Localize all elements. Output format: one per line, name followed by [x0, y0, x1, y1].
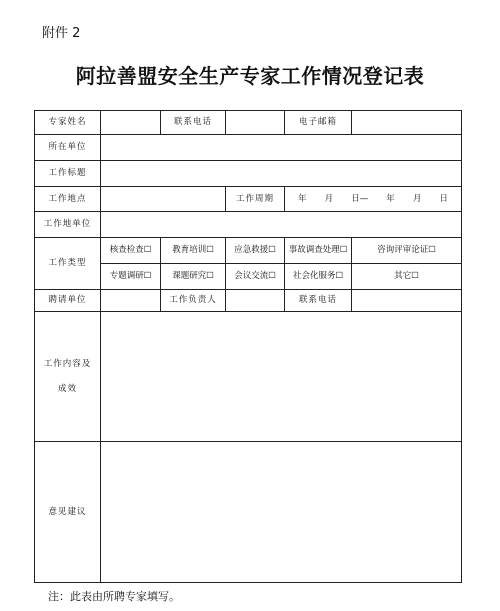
work-type-option[interactable]: 事故调查处理☐: [285, 238, 352, 264]
work-type-option[interactable]: 课题研究☐: [161, 264, 226, 290]
contact-phone-label: 联系电话: [161, 111, 226, 135]
work-content-label: [35, 312, 101, 442]
period-day-end: 日: [439, 193, 448, 204]
email-field[interactable]: [352, 111, 462, 135]
period-month-start: 月: [324, 193, 334, 204]
work-content-label-line1: 工作内容及: [43, 359, 92, 370]
row-hiring-unit: [35, 290, 462, 312]
attachment-label: 附件 2: [42, 26, 81, 41]
row-work-place: [35, 187, 462, 212]
work-title-label: 工作标题: [35, 161, 101, 187]
work-place-field[interactable]: [101, 187, 226, 212]
work-type-option[interactable]: 教育培训☐: [161, 238, 226, 264]
row-unit: [35, 135, 462, 161]
row-work-title: [35, 161, 462, 187]
work-site-unit-field[interactable]: [101, 212, 462, 238]
footer-note: 注：此表由所聘专家填写。: [48, 590, 180, 603]
work-type-option[interactable]: 核查检查☐: [101, 238, 161, 264]
work-site-unit-label: 工作地单位: [35, 212, 101, 238]
work-title-field[interactable]: [101, 161, 462, 187]
work-type-option[interactable]: 专题调研☐: [101, 264, 161, 290]
unit-label: 所在单位: [35, 135, 101, 161]
contact-phone2-label: 联系电话: [285, 290, 352, 312]
work-type-option[interactable]: 应急救援☐: [226, 238, 285, 264]
work-type-option[interactable]: 其它☐: [352, 264, 462, 290]
work-content-label-line2: 成效: [57, 383, 77, 394]
person-in-charge-label: 工作负责人: [161, 290, 226, 312]
period-year-start: 年: [298, 193, 307, 204]
row-suggestions: [35, 442, 462, 583]
work-place-label: 工作地点: [35, 187, 101, 212]
contact-phone-field[interactable]: [226, 111, 285, 135]
person-in-charge-field[interactable]: [226, 290, 285, 312]
hiring-unit-label: 聘请单位: [35, 290, 101, 312]
work-period-label: 工作周期: [226, 187, 285, 212]
period-month-end: 月: [412, 193, 422, 204]
suggestions-field[interactable]: [101, 442, 462, 583]
work-period-field[interactable]: [285, 187, 462, 212]
hiring-unit-field[interactable]: [101, 290, 161, 312]
work-type-label: 工作类型: [35, 238, 101, 290]
row-expert-info: [35, 111, 462, 135]
expert-name-label: 专家姓名: [35, 111, 101, 135]
row-work-type-1: [35, 238, 462, 264]
work-type-option[interactable]: 社会化服务☐: [285, 264, 352, 290]
work-type-option[interactable]: 会议交流☐: [226, 264, 285, 290]
work-content-field[interactable]: [101, 312, 462, 442]
expert-name-field[interactable]: [101, 111, 161, 135]
registration-form-table: [34, 110, 462, 583]
unit-field[interactable]: [101, 135, 462, 161]
period-day-start: 日—: [351, 193, 369, 204]
row-work-site-unit: [35, 212, 462, 238]
contact-phone2-field[interactable]: [352, 290, 462, 312]
form-title: 阿拉善盟安全生产专家工作情况登记表: [75, 64, 425, 88]
work-type-option[interactable]: 咨询评审论证☐: [352, 238, 462, 264]
email-label: 电子邮箱: [285, 111, 352, 135]
suggestions-label: 意见建议: [35, 442, 101, 583]
period-year-end: 年: [386, 193, 395, 204]
row-work-content: [35, 312, 462, 442]
